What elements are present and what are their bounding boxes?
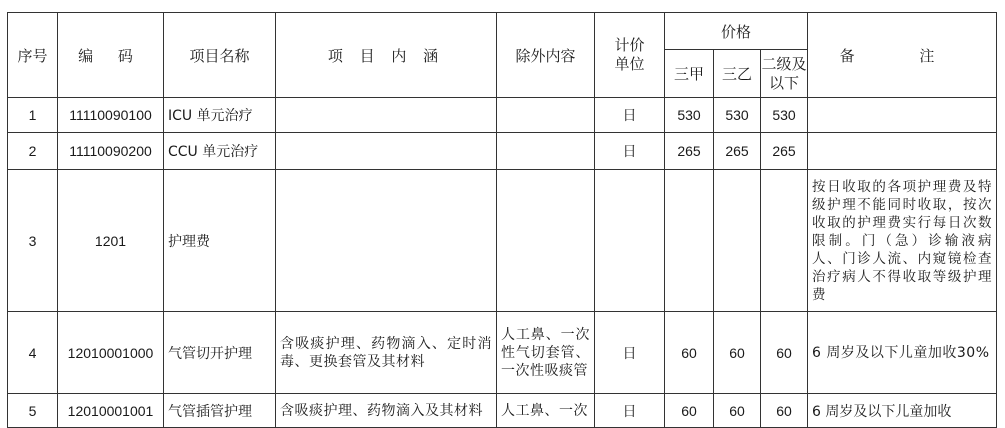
header-code: 编 码 [58, 13, 164, 98]
row-name: 护理费 [164, 170, 276, 312]
row-price-tier1 [665, 170, 714, 312]
row-excluded [497, 98, 595, 133]
header-content: 项 目 内 涵 [276, 13, 497, 98]
row-code: 11110090200 [58, 133, 164, 170]
row-excluded: 人工鼻、一次 [497, 394, 595, 428]
table-row [8, 98, 997, 133]
row-price-tier2: 60 [714, 394, 761, 428]
price-table [7, 12, 997, 428]
row-content: 含吸痰护理、药物滴入、定时消毒、更换套管及其材料 [276, 312, 497, 394]
header-tier1: 三甲 [665, 50, 714, 98]
row-seq: 1 [8, 98, 58, 133]
row-content [276, 133, 497, 170]
row-name: 气管插管护理 [164, 394, 276, 428]
row-content [276, 170, 497, 312]
row-price-tier3: 265 [761, 133, 808, 170]
row-excluded: 人工鼻、一次性气切套管、一次性吸痰管 [497, 312, 595, 394]
row-name: 气管切开护理 [164, 312, 276, 394]
row-price-tier1: 265 [665, 133, 714, 170]
row-seq: 5 [8, 394, 58, 428]
table-row [8, 170, 997, 312]
row-code: 1201 [58, 170, 164, 312]
row-price-tier2: 530 [714, 98, 761, 133]
row-code: 12010001001 [58, 394, 164, 428]
row-code: 12010001000 [58, 312, 164, 394]
header-tier2: 三乙 [714, 50, 761, 98]
table-row [8, 394, 997, 428]
row-seq: 3 [8, 170, 58, 312]
table-row [8, 312, 997, 394]
row-remark [808, 133, 997, 170]
header-unit: 计价 单位 [595, 13, 665, 98]
row-excluded [497, 133, 595, 170]
row-price-tier2: 265 [714, 133, 761, 170]
header-tier3: 二级及 以下 [761, 50, 808, 98]
row-price-tier2: 60 [714, 312, 761, 394]
row-price-tier2 [714, 170, 761, 312]
row-remark [808, 98, 997, 133]
row-price-tier1: 60 [665, 394, 714, 428]
row-price-tier3 [761, 170, 808, 312]
row-price-tier3: 60 [761, 394, 808, 428]
row-unit: 日 [595, 312, 665, 394]
row-seq: 4 [8, 312, 58, 394]
row-code: 11110090100 [58, 98, 164, 133]
row-seq: 2 [8, 133, 58, 170]
row-unit: 日 [595, 394, 665, 428]
row-remark: 按日收取的各项护理费及特级护理不能同时收取，按次收取的护理费实行每日次数限制。门（急）诊输液病人、门诊人流、内窥镜检查治疗病人不得收取等级护理费 [808, 170, 997, 312]
header-price: 价格 [665, 13, 808, 50]
row-unit: 日 [595, 133, 665, 170]
header-seq: 序号 [8, 13, 58, 98]
row-content [276, 98, 497, 133]
row-remark: 6 周岁及以下儿童加收30% [808, 312, 997, 394]
row-name: CCU 单元治疗 [164, 133, 276, 170]
row-unit: 日 [595, 98, 665, 133]
row-unit [595, 170, 665, 312]
row-price-tier3: 530 [761, 98, 808, 133]
row-price-tier1: 60 [665, 312, 714, 394]
row-price-tier3: 60 [761, 312, 808, 394]
header-remark: 备 注 [808, 13, 997, 98]
row-content: 含吸痰护理、药物滴入及其材料 [276, 394, 497, 428]
table-row [8, 133, 997, 170]
row-remark: 6 周岁及以下儿童加收 [808, 394, 997, 428]
row-price-tier1: 530 [665, 98, 714, 133]
row-name: ICU 单元治疗 [164, 98, 276, 133]
header-excluded: 除外内容 [497, 13, 595, 98]
header-name: 项目名称 [164, 13, 276, 98]
row-excluded [497, 170, 595, 312]
